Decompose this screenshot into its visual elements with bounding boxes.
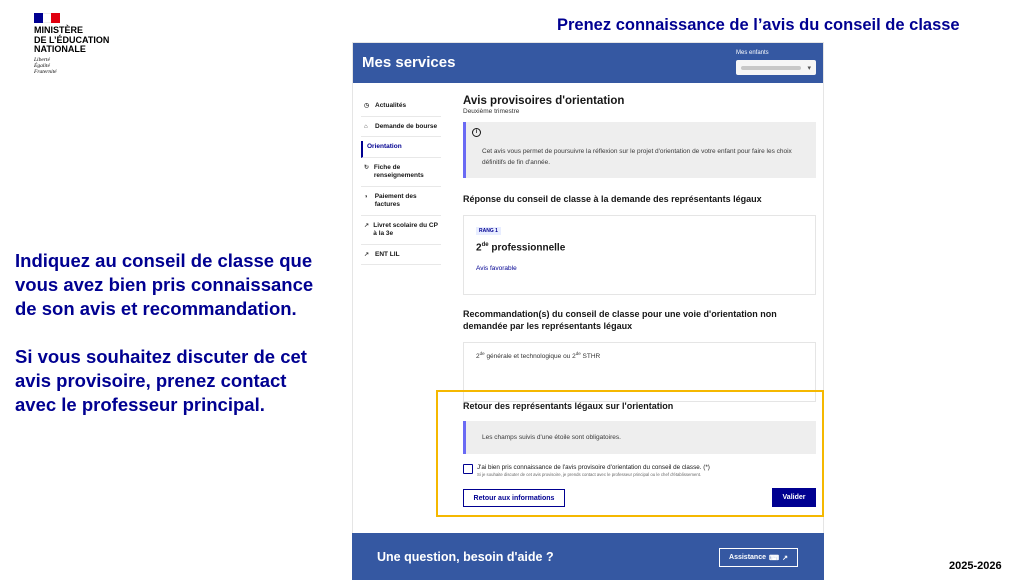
response-title: Réponse du conseil de classe à la demande des représentants légaux	[463, 194, 762, 204]
sidebar-item-1[interactable]	[361, 121, 441, 138]
help-title: Une question, besoin d'aide ?	[377, 550, 554, 564]
reco-text	[476, 351, 600, 360]
reco-part-2: générale et technologique ou 2	[484, 353, 576, 361]
sidebar-item-label: Paiement des factures	[374, 192, 417, 208]
sidebar-item-label: Fiche de renseignements	[373, 163, 424, 179]
slide-title: Prenez connaissance de l’avis du conseil de classe	[557, 16, 960, 34]
child-select[interactable]	[736, 60, 816, 75]
page-title: Avis provisoires d'orientation	[463, 95, 625, 107]
logo-motto: Liberté Égalité Fraternité	[34, 56, 57, 75]
assistance-button[interactable]	[719, 548, 798, 567]
keyboard-icon: ⌨	[768, 554, 780, 562]
reco-sup-2: de	[575, 351, 581, 356]
back-to-info-button[interactable]: Retour aux informations	[463, 489, 565, 507]
sidebar-item-4[interactable]	[361, 191, 441, 216]
sidebar-item-label: Actualités	[375, 102, 407, 109]
sidebar-item-0[interactable]	[361, 100, 441, 117]
voie-label	[476, 242, 565, 253]
voie-number: 2	[476, 242, 482, 254]
main-content	[463, 95, 816, 402]
reco-title: Recommandation(s) du conseil de classe pour une voie d'orientation non demandée par les représentants légaux	[463, 309, 777, 331]
sidebar-item-5[interactable]	[361, 220, 441, 245]
help-banner	[352, 533, 824, 580]
logo-name: MINISTÈRE DE L’ÉDUCATION NATIONALE	[34, 25, 110, 54]
assistance-label: Assistance	[729, 554, 766, 561]
info-icon: i	[472, 128, 481, 137]
sidebar-item-3[interactable]	[361, 162, 441, 187]
coin-icon: ◑	[364, 193, 368, 200]
validate-button[interactable]: Valider	[772, 488, 816, 507]
refresh-icon: ↻	[364, 164, 370, 171]
reco-sup-1: de	[479, 351, 485, 356]
sidebar-nav	[361, 100, 441, 269]
sidebar-item-label: ENT LIL	[375, 250, 400, 258]
french-flag-icon	[34, 13, 60, 23]
sidebar-item-label: Livret scolaire du CP à la 3e	[373, 221, 438, 237]
sidebar-item-2[interactable]	[361, 141, 441, 158]
external-link-icon: ↗	[782, 554, 788, 562]
chevron-down-icon: ▾	[807, 64, 811, 72]
ministry-logo	[34, 13, 144, 75]
info-callout	[463, 122, 816, 178]
reco-part-3: STHR	[580, 353, 601, 361]
page-subtitle: Deuxième trimestre	[463, 108, 520, 115]
instruction-paragraph-2: Si vous souhaitez discuter de cet avis provisoire, prenez contact avec le professeur principal.	[15, 346, 307, 415]
voie-sup: de	[481, 242, 489, 248]
info-text: Cet avis vous permet de poursuivre la réflexion sur le projet d'orientation de votre enfant pour faire les choix définitifs de fin d'année.	[482, 148, 792, 166]
clock-icon: ◷	[364, 103, 370, 109]
required-note-text: Les champs suivis d'une étoile sont obligatoires.	[482, 434, 621, 441]
app-header	[353, 43, 823, 83]
bank-icon: ⌂	[364, 123, 368, 130]
app-title: Mes services	[362, 54, 456, 71]
instruction-paragraph-1: Indiquez au conseil de classe que vous avez bien pris connaissance de son avis et recommandation.	[15, 250, 314, 319]
voie-name: professionnelle	[491, 242, 566, 254]
external-link-icon: ↗	[364, 222, 370, 229]
avis-favorable: Avis favorable	[476, 265, 517, 272]
child-name-blurred	[741, 66, 801, 70]
response-card	[463, 215, 816, 295]
school-year: 2025-2026	[949, 560, 1002, 572]
acknowledge-hint: Si je souhaite discuter de cet avis provisoire, je prends contact avec le professeur principal ou le chef d'établissement.	[477, 472, 702, 477]
sidebar-item-label: Demande de bourse	[375, 122, 438, 130]
acknowledge-label: J'ai bien pris connaissance de l'avis provisoire d'orientation du conseil de classe. (*)	[477, 464, 710, 471]
retour-title: Retour des représentants légaux sur l'orientation	[463, 401, 674, 411]
external-link-icon: ↗	[364, 251, 370, 258]
reco-part-1: 2	[476, 353, 480, 361]
kids-label: Mes enfants	[736, 50, 769, 56]
sidebar-item-label: Orientation	[367, 143, 402, 150]
instructions-text	[15, 249, 315, 441]
sidebar-item-6[interactable]	[361, 249, 441, 266]
rang-badge: RANG 1	[476, 227, 501, 235]
highlight-box	[436, 390, 824, 517]
